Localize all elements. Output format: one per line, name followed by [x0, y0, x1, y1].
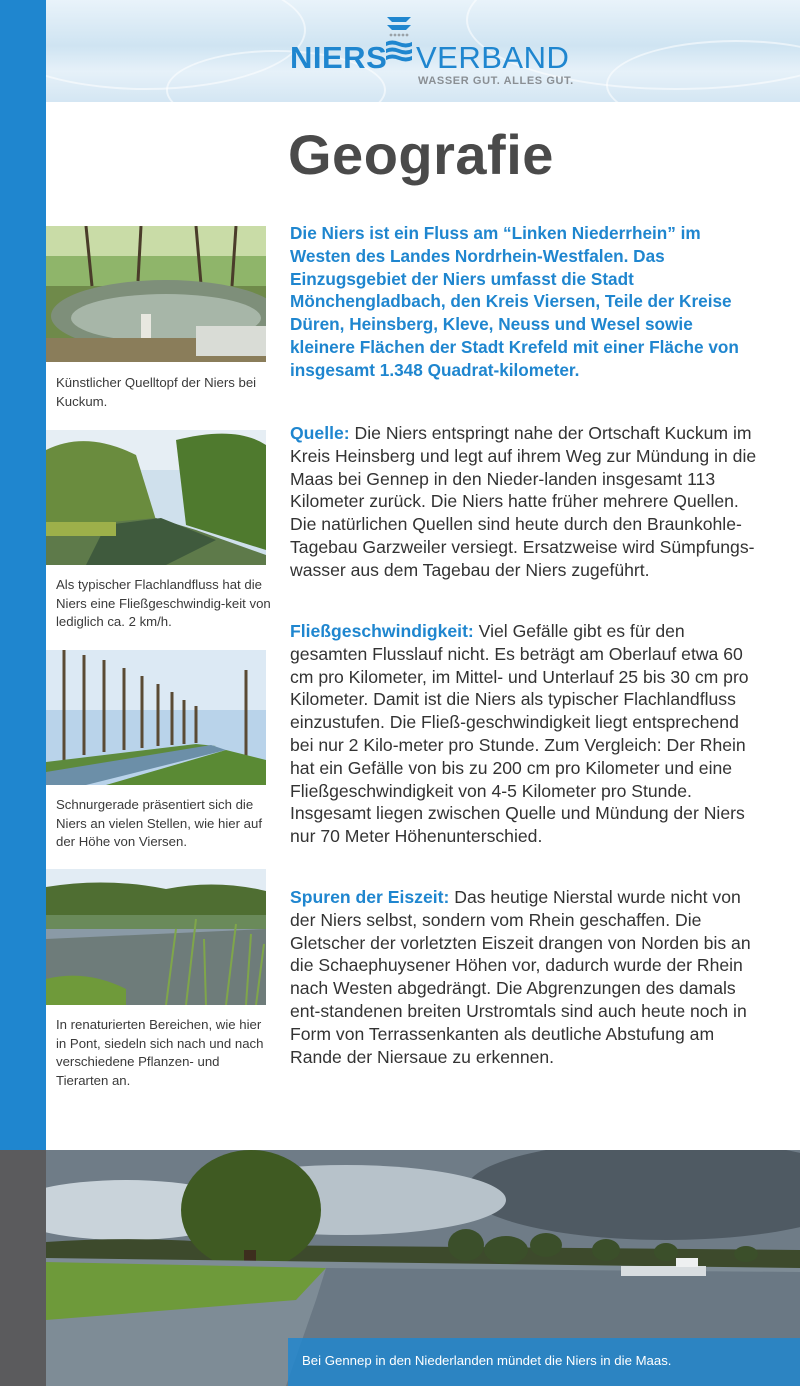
photo-caption: Schnurgerade präsentiert sich die Niers an vielen Stellen, wie hier auf der Höhe von Viersen. [56, 797, 262, 849]
section-text: Die Niers entspringt nahe der Ortschaft Kuckum im Kreis Heinsberg und legt auf ihrem Weg zur Mündung in die Maas bei Gennep in den Nieder-landen insgesamt 113 Kilometer zurück. Die Niers hatte früher mehrere Quellen. Die natürlichen Quellen sind heute durch den Braunkohle-Tagebau Garzweiler versiegt. Ersatzweise wird Sümpfungs-wasser aus dem Tagebau der Niers zugeführt. [290, 423, 757, 580]
photo-pont [46, 869, 266, 1005]
section-heading: Fließgeschwindigkeit: [290, 621, 474, 641]
section-fliessgeschwindigkeit [290, 620, 760, 848]
section-spuren-der-eiszeit [290, 886, 760, 1068]
straight-river-trees-image [46, 650, 266, 785]
logo-word-niers: NIERS [290, 40, 388, 75]
photo-flachlandfluss [46, 430, 266, 565]
bottom-caption-bar [288, 1338, 800, 1386]
section-quelle [290, 422, 760, 582]
page-title: Geografie [288, 123, 554, 186]
photo-caption: Als typischer Flachlandfluss hat die Niers eine Fließgeschwindig-keit von lediglich ca. 2 km/h. [56, 577, 271, 629]
photo-caption: Künstlicher Quelltopf der Niers bei Kuckum. [56, 375, 257, 409]
photo-viersen [46, 650, 266, 785]
intro-paragraph: Die Niers ist ein Fluss am “Linken Niederrhein” im Westen des Landes Nordrhein-Westfalen. Das Einzugsgebiet der Niers umfasst die Stadt Mönchengladbach, den Kreis Viersen, Teile der Kreise Düren, Heinsberg, Kleve, Neuss und Wesel sowie kleinere Flächen der Stadt Krefeld mit einer Fläche von insgesamt 1.348 Quadrat-kilometer. [290, 223, 739, 380]
water-wave-logo-icon [384, 14, 414, 64]
logo-word-verband: VERBAND [416, 40, 570, 75]
photo-quelltopf-kuckum [46, 226, 266, 362]
niersverband-logo [290, 14, 580, 94]
bottom-caption: Bei Gennep in den Niederlanden mündet die Niers in die Maas. [302, 1353, 672, 1368]
section-text: Das heutige Nierstal wurde nicht von der Niers selbst, sondern vom Rhein geschaffen. Die Gletscher der vorletzten Eiszeit drangen von Norden bis an die Schaephuysener Höhen vor, dadurch wurde der Rhein nach Westen abgedrängt. Die Abgrenzungen des damals ent-standenen breiten Urstromtals sind auch heute noch in Form von Terrassenkanten als deutliche Abstufung am Rande der Niersaue zu erkennen. [290, 887, 751, 1067]
lowland-river-image [46, 430, 266, 565]
section-heading: Spuren der Eiszeit: [290, 887, 450, 907]
spring-pool-image [46, 226, 266, 362]
renatured-river-image [46, 869, 266, 1005]
section-text: Viel Gefälle gibt es für den gesamten Flusslauf nicht. Es beträgt am Oberlauf etwa 60 cm pro Kilometer, im Mittel- und Unterlauf 25 bis 30 cm pro Kilometer. Damit ist die Niers als typischer Flachlandfluss einzustufen. Die Fließ-geschwindigkeit liegt entsprechend bei nur 2 Kilo-meter pro Stunde. Zum Vergleich: Der Rhein hat ein Gefälle von bis zu 200 cm pro Kilometer und eine Fließgeschwindigkeit von 4-5 Kilometer pro Stunde. Insgesamt liegen zwischen Quelle und Mündung der Niers nur 70 Meter Höhenunterschied. [290, 621, 749, 847]
section-heading: Quelle: [290, 423, 350, 443]
left-accent-stripe [0, 0, 46, 1150]
left-dark-stripe [0, 1150, 46, 1386]
photo-caption: In renaturierten Bereichen, wie hier in Pont, siedeln sich nach und nach verschiedene Pflanzen- und Tierarten an. [56, 1017, 264, 1088]
logo-slogan: WASSER GUT. ALLES GUT. [418, 75, 574, 87]
